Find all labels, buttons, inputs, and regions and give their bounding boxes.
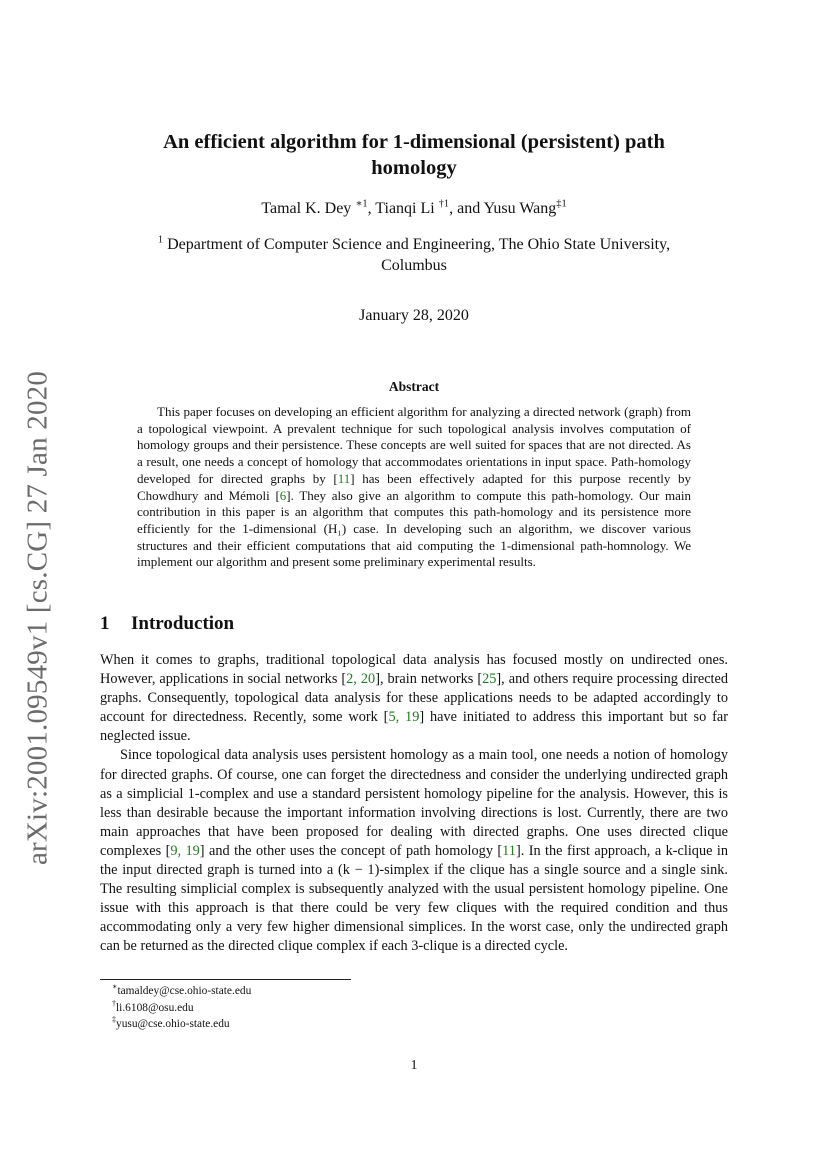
footnote: ‡yusu@cse.ohio-state.edu bbox=[112, 1015, 230, 1030]
arxiv-id: arXiv:2001.09549v1 [cs.CG] 27 Jan 2020 bbox=[21, 370, 54, 866]
author-name: , and Yusu Wang bbox=[449, 200, 557, 217]
affiliation-mark: 1 bbox=[157, 234, 164, 246]
title-line-1: An efficient algorithm for 1-dimensional (persistent) path bbox=[163, 131, 665, 153]
affiliation-line-2: Columbus bbox=[381, 257, 447, 274]
author-list bbox=[100, 200, 728, 218]
title-line-2: homology bbox=[371, 157, 457, 179]
citation-link[interactable]: 2, 20 bbox=[346, 671, 376, 688]
citation-link[interactable]: 6 bbox=[279, 487, 287, 503]
footnote-divider bbox=[100, 979, 351, 980]
author-mark: †1 bbox=[438, 198, 450, 210]
abstract-heading: Abstract bbox=[388, 379, 440, 394]
author-name: , Tianqi Li bbox=[367, 200, 439, 217]
citation-link[interactable]: 11 bbox=[502, 842, 516, 859]
paper-title bbox=[100, 129, 728, 181]
citation-link[interactable]: 25 bbox=[482, 671, 497, 688]
footnotes bbox=[112, 983, 251, 1033]
abstract-paragraph: This paper focuses on developing an efficient algorithm for analyzing a directed network (graph) from a topological viewpoint. A prevalent technique for such topological analysis involves computation of homology groups and their persistence. These concepts are well suited for spaces that are not directed. As a result, one needs a concept of homology that accommodates orientations in input space. Path-homology developed for directed graphs by [11] has been effectively adapted for this purpose recently by Chowdhury and Mémoli [6]. They also give an algorithm to compute this path-homology. Our main contribution in this paper is an algorithm that computes this path-homology and its persistence more efficiently for the 1-dimensional (H₁) case. In developing such an algorithm, we discover various structures and their efficient computations that aid computing the 1-dimensional path-homnology. We implement our algorithm and present some preliminary experimental results. bbox=[137, 404, 692, 570]
author-mark: ∗1 bbox=[355, 198, 368, 210]
section-heading bbox=[100, 613, 234, 635]
abstract-body bbox=[137, 404, 691, 571]
citation-link[interactable]: 11 bbox=[337, 470, 351, 486]
footnote: †li.6108@osu.edu bbox=[112, 998, 194, 1014]
affiliation bbox=[100, 234, 728, 276]
section-number: 1 bbox=[100, 613, 110, 634]
affiliation-line-1: Department of Computer Science and Engineering, The Ohio State University, bbox=[163, 236, 671, 253]
body-paragraph: When it comes to graphs, traditional topological data analysis has focused mostly on undirected ones. However, applications in social networks [2, 20], brain networks [25], and others require processing directed graphs. Consequently, topological data analysis for these applications needs to be adapted accordingly to account for directedness. Recently, some work [5, 19] have initiated to address this important but so far neglected issue. bbox=[100, 652, 729, 745]
footnote: ∗tamaldey@cse.ohio-state.edu bbox=[112, 982, 252, 997]
citation-link[interactable]: 9, 19 bbox=[170, 842, 200, 859]
citation-link[interactable]: 5, 19 bbox=[388, 709, 420, 726]
introduction-body bbox=[100, 651, 728, 957]
section-title: Introduction bbox=[131, 613, 235, 634]
page-number: 1 bbox=[410, 1058, 418, 1073]
paper-date: January 28, 2020 bbox=[359, 307, 469, 324]
body-paragraph: Since topological data analysis uses persistent homology as a main tool, one needs a notion of homology for directed graphs. Of course, one can forget the directedness and consider the underlying undirected graph as a simplicial 1-complex and use a standard persistent homology pipeline for the analysis. However, this is less than desirable because the important information involving directions is lost. Currently, there are two main approaches that have been proposed for dealing with directed graphs. One uses directed clique complexes [9, 19] and the other uses the concept of path homology [11]. In the first approach, a k-clique in the input directed graph is turned into a (k − 1)-simplex if the clique has a single source and a single sink. The resulting simplicial complex is subsequently analyzed with the usual persistent homology pipeline. One issue with this approach is that there could be very few cliques with the required condition and thus accommodating only a very few higher dimensional simplices. In the worst case, only the undirected graph can be returned as the directed clique complex if each 3-clique is a directed cycle. bbox=[100, 747, 728, 955]
author-mark: ‡1 bbox=[556, 198, 567, 210]
arxiv-sidebar-stamp bbox=[18, 358, 58, 878]
author-name: Tamal K. Dey bbox=[261, 200, 356, 217]
